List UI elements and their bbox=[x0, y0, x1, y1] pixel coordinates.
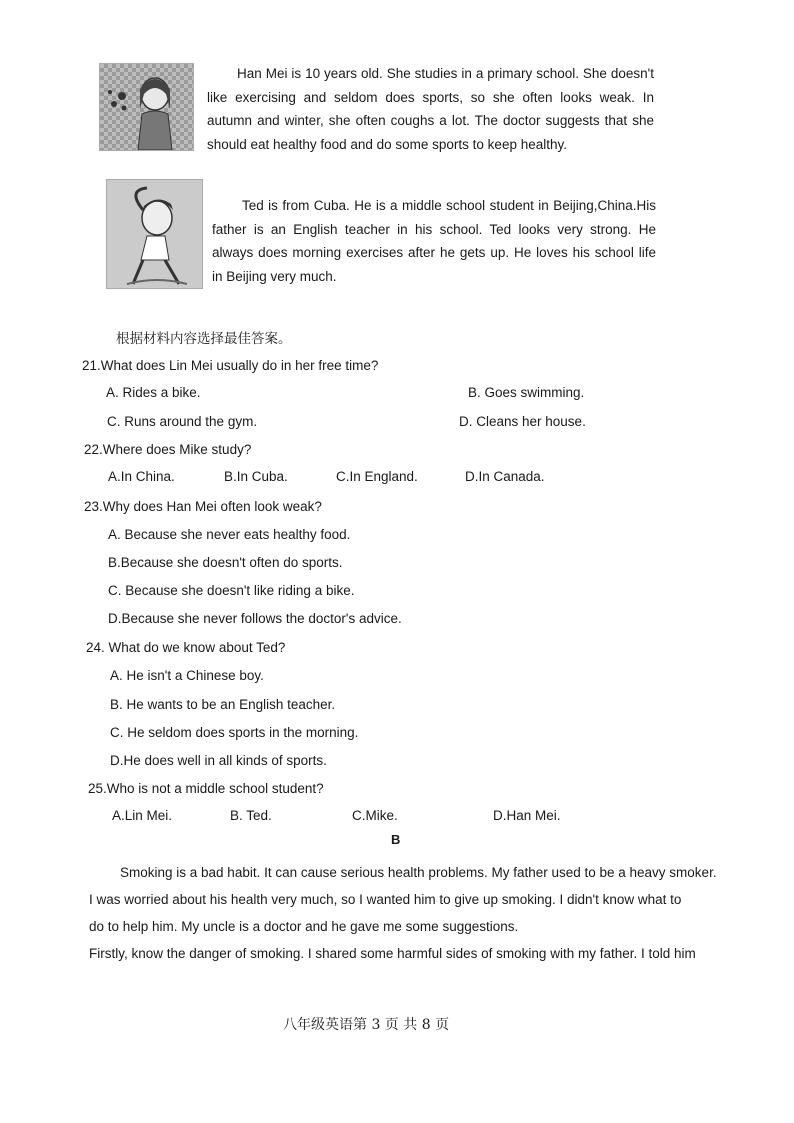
instruction: 根据材料内容选择最佳答案。 bbox=[116, 331, 292, 347]
section-b-heading: B bbox=[391, 832, 401, 847]
question-24-stem: 24. What do we know about Ted? bbox=[86, 640, 286, 655]
question-23-option-a[interactable]: A. Because she never eats healthy food. bbox=[108, 527, 351, 542]
question-24-option-d[interactable]: D.He does well in all kinds of sports. bbox=[110, 753, 327, 768]
question-21-option-a[interactable]: A. Rides a bike. bbox=[106, 385, 201, 400]
question-24-option-b[interactable]: B. He wants to be an English teacher. bbox=[110, 697, 336, 712]
question-23-option-c[interactable]: C. Because she doesn't like riding a bike. bbox=[108, 583, 355, 598]
question-23-option-d[interactable]: D.Because she never follows the doctor's advice. bbox=[108, 611, 402, 626]
page-footer: 八年级英语第 3 页 共 8 页 bbox=[283, 1017, 450, 1033]
question-22-stem: 22.Where does Mike study? bbox=[84, 442, 252, 457]
han-mei-coughing-illustration bbox=[99, 63, 194, 151]
question-22-option-a[interactable]: A.In China. bbox=[108, 469, 175, 484]
question-21-stem: 21.What does Lin Mei usually do in her free time? bbox=[82, 358, 379, 373]
question-25-option-b[interactable]: B. Ted. bbox=[230, 808, 272, 823]
question-23-option-b[interactable]: B.Because she doesn't often do sports. bbox=[108, 555, 343, 570]
han-mei-passage: Han Mei is 10 years old. She studies in a primary school. She doesn't like exercising and seldom does sports, so she often looks weak. In autumn and winter, she often coughs a lot. The doctor suggests that she should eat healthy food and do some sports to keep healthy. bbox=[207, 66, 654, 152]
section-b-line-1: Smoking is a bad habit. It can cause serious health problems. My father used to be a heavy smoker. bbox=[120, 865, 717, 880]
question-24-option-c[interactable]: C. He seldom does sports in the morning. bbox=[110, 725, 359, 740]
question-22-option-b[interactable]: B.In Cuba. bbox=[224, 469, 288, 484]
section-b-line-3: do to help him. My uncle is a doctor and he gave me some suggestions. bbox=[89, 919, 519, 934]
question-21-option-d[interactable]: D. Cleans her house. bbox=[459, 414, 586, 429]
question-22-option-c[interactable]: C.In England. bbox=[336, 469, 418, 484]
question-21-option-b[interactable]: B. Goes swimming. bbox=[468, 385, 585, 400]
section-b-line-2: I was worried about his health very much, so I wanted him to give up smoking. I didn't know what to bbox=[89, 892, 682, 907]
question-21-option-c[interactable]: C. Runs around the gym. bbox=[107, 414, 258, 429]
question-25-option-c[interactable]: C.Mike. bbox=[352, 808, 398, 823]
section-b-line-4: Firstly, know the danger of smoking. I shared some harmful sides of smoking with my father. I told him bbox=[89, 946, 696, 961]
ted-exercising-illustration bbox=[106, 179, 203, 289]
question-25-option-a[interactable]: A.Lin Mei. bbox=[112, 808, 173, 823]
question-22-option-d[interactable]: D.In Canada. bbox=[465, 469, 545, 484]
ted-passage: Ted is from Cuba. He is a middle school student in Beijing,China.His father is an English teacher in his school. Ted looks very strong. He always does morning exercises after he gets up. He loves his school life in Beijing very much. bbox=[212, 198, 656, 284]
question-23-stem: 23.Why does Han Mei often look weak? bbox=[84, 499, 322, 514]
question-25-option-d[interactable]: D.Han Mei. bbox=[493, 808, 561, 823]
question-24-option-a[interactable]: A. He isn't a Chinese boy. bbox=[110, 668, 264, 683]
question-25-stem: 25.Who is not a middle school student? bbox=[88, 781, 324, 796]
